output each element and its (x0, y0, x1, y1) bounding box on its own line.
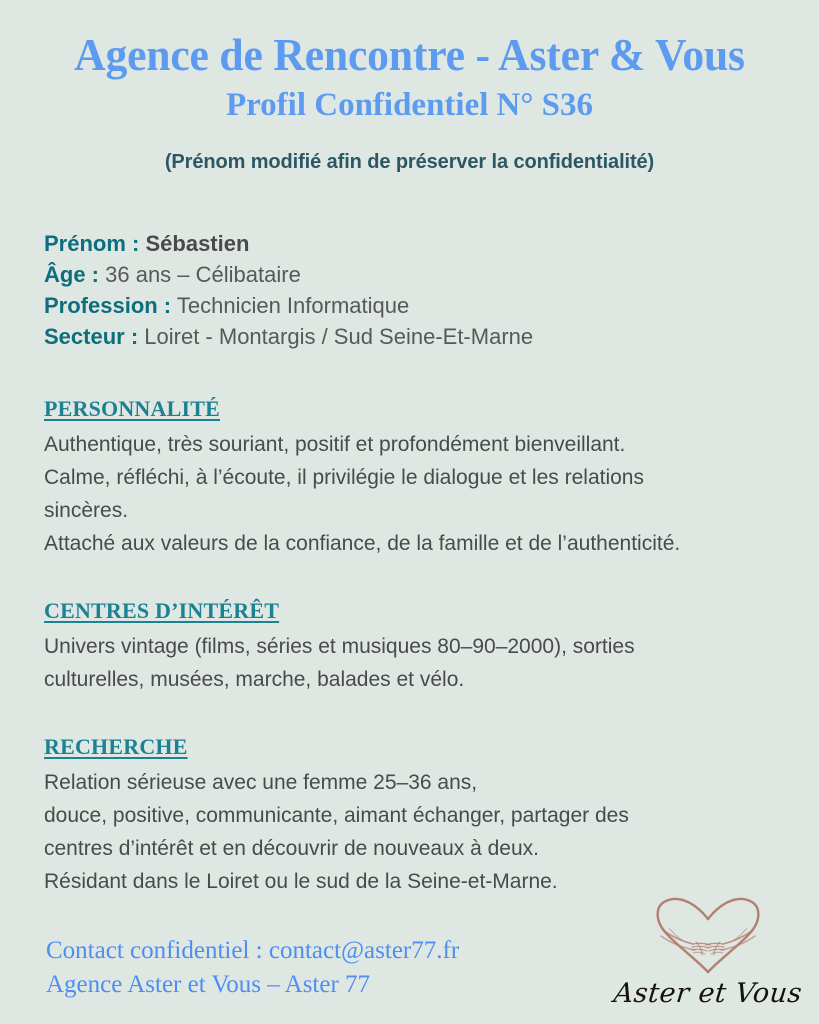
logo-wordmark: Aster et Vous (612, 978, 804, 1009)
identity-label-secteur: Secteur : (44, 323, 139, 349)
section-heading-personnalite: PERSONNALITÉ (44, 395, 220, 421)
contact-email-line[interactable]: Contact confidentiel : contact@aster77.fr (46, 937, 460, 964)
section-heading-recherche: RECHERCHE (44, 733, 188, 759)
text-line: sincères. (44, 498, 129, 522)
contact-agency-line: Agence Aster et Vous – Aster 77 (46, 971, 371, 998)
heart-with-hands-icon (613, 886, 803, 984)
page-subtitle (0, 87, 819, 123)
text-line: Calme, réfléchi, à l’écoute, il privilégie le dialogue et les relations (44, 465, 644, 489)
identity-label-prenom: Prénom : (44, 230, 140, 256)
contact-block (46, 934, 459, 1002)
identity-row-prenom (44, 228, 819, 259)
identity-label-profession: Profession : (44, 292, 172, 318)
text-line: centres d’intérêt et en découvrir de nouveaux à deux. (44, 836, 539, 860)
identity-label-age: Âge : (44, 261, 99, 287)
identity-row-profession (44, 290, 819, 321)
text-line: douce, positive, communicante, aimant échanger, partager des (44, 803, 629, 827)
section-heading-centres-interet: CENTRES D’INTÉRÊT (44, 597, 280, 623)
text-line: Relation sérieuse avec une femme 25–36 ans, (44, 770, 478, 794)
text-line: Résidant dans le Loiret ou le sud de la Seine-et-Marne. (44, 869, 558, 893)
identity-value-secteur: Loiret - Montargis / Sud Seine-Et-Marne (144, 323, 534, 349)
text-line: Authentique, très souriant, positif et profondément bienveillant. (44, 432, 626, 456)
identity-row-secteur (44, 321, 819, 352)
section-body-personnalite (44, 428, 819, 560)
header (0, 0, 819, 174)
page-title: Agence de Rencontre - Aster & Vous (74, 30, 745, 80)
section-recherche (44, 734, 819, 898)
identity-value-profession: Technicien Informatique (176, 292, 410, 318)
section-personnalite (44, 396, 819, 560)
subtitle-text: Profil Confidentiel (225, 87, 489, 124)
identity-value-prenom: Sébastien (145, 230, 250, 256)
section-body-centres-interet (44, 630, 819, 696)
text-line: Attaché aux valeurs de la confiance, de la famille et de l’authenticité. (44, 531, 681, 555)
identity-value-age: 36 ans – Célibataire (105, 261, 301, 287)
text-line: culturelles, musées, marche, balades et vélo. (44, 667, 465, 691)
section-body-recherche (44, 766, 819, 898)
confidentiality-note: (Prénom modifié afin de préserver la confidentialité) (164, 150, 655, 173)
identity-block (44, 228, 819, 352)
text-line: Univers vintage (films, séries et musiques 80–90–2000), sorties (44, 634, 635, 658)
identity-row-age (44, 259, 819, 290)
agency-logo (613, 886, 803, 1016)
profile-reference: N° S36 (496, 87, 594, 124)
section-centres-interet (44, 598, 819, 696)
